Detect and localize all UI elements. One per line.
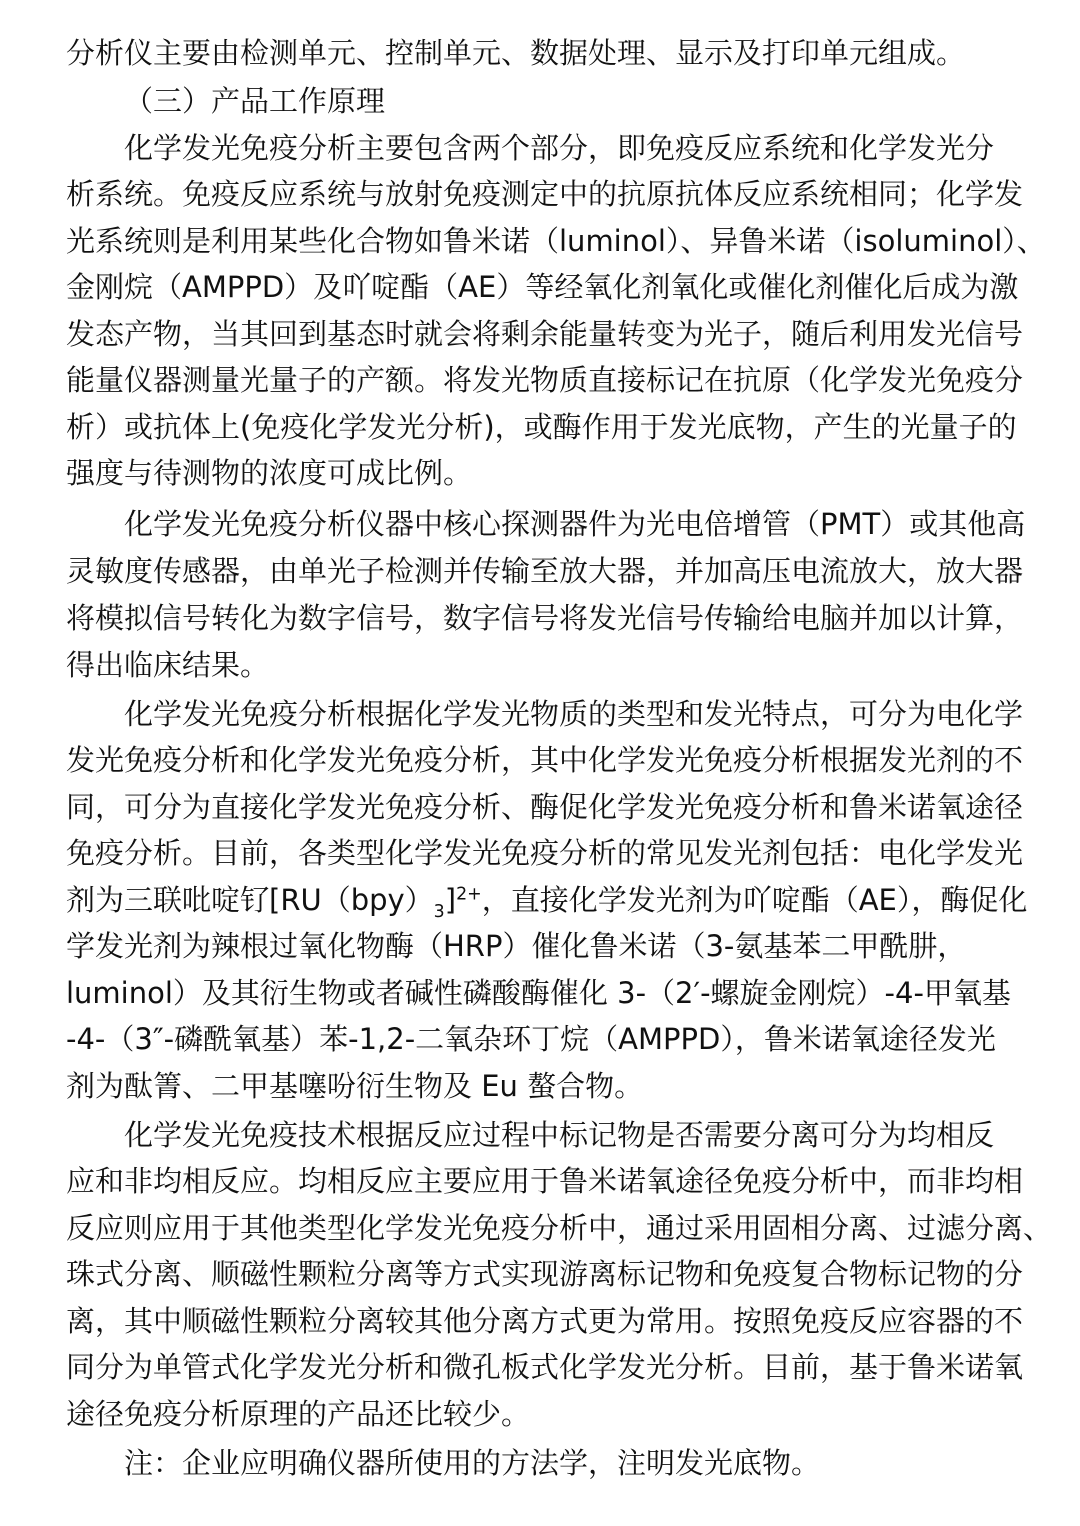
formula-line [66, 877, 1027, 923]
text-line: 分析仪主要由检测单元、控制单元、数据处理、显示及打印单元组成。 [66, 36, 966, 70]
text-line: 珠式分离、顺磁性颗粒分离等方式实现游离标记物和免疫复合物标记物的分 [66, 1257, 1024, 1291]
text-line: 免疫分析。目前，各类型化学发光免疫分析的常见发光剂包括：电化学发光 [66, 836, 1024, 870]
text-line: 金刚烷（AMPPD）及吖啶酯（AE）等经氧化剂氧化或催化剂催化后成为激 [66, 270, 1019, 304]
text-line: 能量仪器测量光量子的产额。将发光物质直接标记在抗原（化学发光免疫分 [66, 363, 1024, 397]
text-line: 得出临床结果。 [66, 648, 270, 682]
text-line: 析系统。免疫反应系统与放射免疫测定中的抗原抗体反应系统相同；化学发 [66, 177, 1024, 211]
text-line: -4-（3″-磷酰氧基）苯-1,2-二氧杂环丁烷（AMPPD），鲁米诺氧途径发光 [66, 1022, 996, 1056]
text-line: 途径免疫分析原理的产品还比较少。 [66, 1397, 531, 1431]
text-line: 发态产物，当其回到基态时就会将剩余能量转变为光子，随后利用发光信号 [66, 317, 1024, 351]
text-line: 化学发光免疫分析主要包含两个部分，即免疫反应系统和化学发光分 [124, 131, 995, 165]
text-line: 剂为酞箐、二甲基噻吩衍生物及 Eu 螯合物。 [66, 1069, 644, 1103]
text-line: 化学发光免疫技术根据反应过程中标记物是否需要分离可分为均相反 [124, 1118, 995, 1152]
text-line: 强度与待测物的浓度可成比例。 [66, 456, 473, 490]
text-line: 学发光剂为辣根过氧化物酶（HRP）催化鲁米诺（3-氨基苯二甲酰肼， [66, 929, 967, 963]
text-line: 同，可分为直接化学发光免疫分析、酶促化学发光免疫分析和鲁米诺氧途径 [66, 790, 1024, 824]
note-line: 注：企业应明确仪器所使用的方法学，注明发光底物。 [124, 1446, 821, 1480]
text-line: 化学发光免疫分析仪器中核心探测器件为光电倍增管（PMT）或其他高 [124, 507, 1026, 541]
formula-bracket: ] [444, 883, 457, 917]
text-line: 同分为单管式化学发光分析和微孔板式化学发光分析。目前，基于鲁米诺氧 [66, 1350, 1024, 1384]
text-line: 化学发光免疫分析根据化学发光物质的类型和发光特点，可分为电化学 [124, 697, 1024, 731]
text-line: 离，其中顺磁性颗粒分离较其他分离方式更为常用。按照免疫反应容器的不 [66, 1304, 1024, 1338]
formula-before: 剂为三联吡啶钌[RU（bpy） [66, 883, 434, 917]
text-line: 光系统则是利用某些化合物如鲁米诺（luminol）、异鲁米诺（isoluminol）、 [66, 224, 1046, 258]
text-line: 应和非均相反应。均相反应主要应用于鲁米诺氧途径免疫分析中，而非均相 [66, 1164, 1024, 1198]
formula-superscript: 2+ [456, 884, 482, 905]
text-line: 反应则应用于其他类型化学发光免疫分析中，通过采用固相分离、过滤分离、 [66, 1211, 1053, 1245]
formula-after: ，直接化学发光剂为吖啶酯（AE），酶促化 [481, 883, 1028, 917]
text-line: 发光免疫分析和化学发光免疫分析，其中化学发光免疫分析根据发光剂的不 [66, 743, 1024, 777]
section-heading: （三）产品工作原理 [124, 84, 386, 118]
text-line: 析）或抗体上(免疫化学发光分析)，或酶作用于发光底物，产生的光量子的 [66, 410, 1017, 444]
text-line: luminol）及其衍生物或者碱性磷酸酶催化 3-（2′-螺旋金刚烷）-4-甲氧基 [66, 976, 1011, 1010]
formula-subscript: 3 [433, 901, 445, 922]
text-line: 灵敏度传感器，由单光子检测并传输至放大器，并加高压电流放大，放大器 [66, 554, 1024, 588]
text-line: 将模拟信号转化为数字信号，数字信号将发光信号传输给电脑并加以计算， [66, 601, 1024, 635]
